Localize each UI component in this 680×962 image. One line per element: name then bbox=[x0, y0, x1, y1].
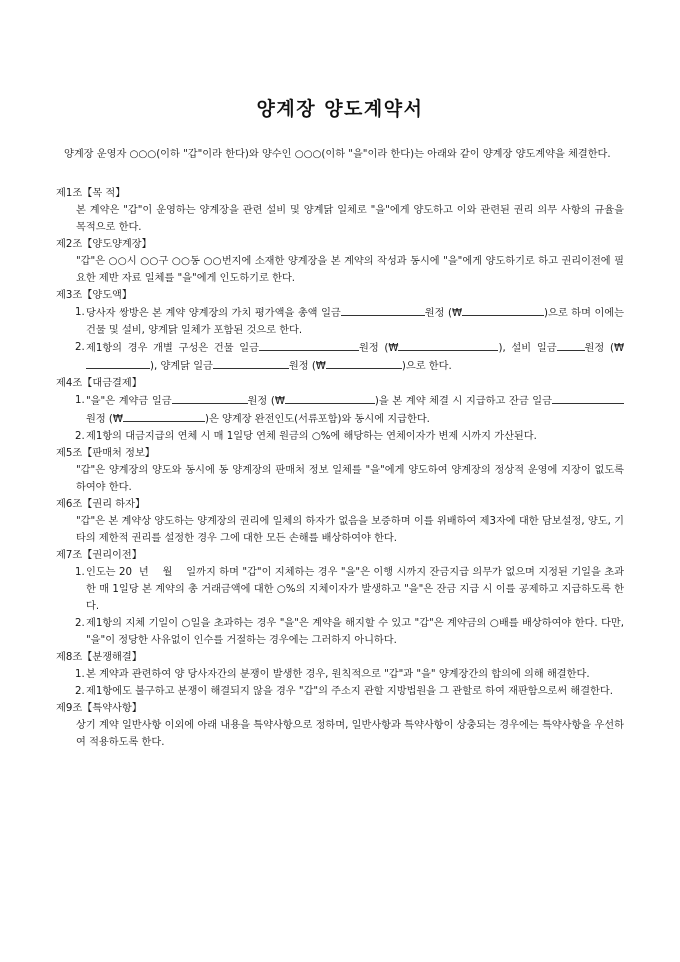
amount-blank bbox=[172, 392, 248, 404]
article-8 bbox=[56, 649, 624, 700]
item-number: 1. bbox=[75, 395, 85, 406]
amount-blank bbox=[86, 357, 150, 369]
article-7 bbox=[56, 547, 624, 649]
item-number: 1. bbox=[75, 567, 85, 578]
article-text: "갑"은 ○○시 ○○구 ○○동 ○○번지에 소재한 양계장을 본 계약의 작성과 동시에 "을"에게 양도하기로 하고 권리이전에 필요한 제반 자료 일체를 "을"에게 인도하기로 한다. bbox=[76, 256, 624, 284]
amount-blank bbox=[552, 392, 624, 404]
item-number: 1. bbox=[75, 307, 85, 318]
item-number: 2. bbox=[75, 431, 85, 442]
article-6 bbox=[56, 496, 624, 547]
article-1 bbox=[56, 185, 624, 236]
article-text: "갑"은 본 계약상 양도하는 양계장의 권리에 일체의 하자가 없음을 보증하며 이를 위배하여 제3자에 대한 담보설정, 양도, 기타의 제한적 권리를 설정한 경우 그에 대한 모든 손해를 배상하여야 한다. bbox=[76, 516, 624, 544]
article-heading: 제6조【권리 하자】 bbox=[56, 499, 146, 510]
article-heading: 제3조【양도액】 bbox=[56, 290, 133, 301]
item-text: )으로 한다. bbox=[401, 361, 452, 372]
article-text: "갑"은 양계장의 양도와 동시에 동 양계장의 판매처 정보 일체를 "을"에게 양도하여 양계장의 정상적 운영에 지장이 없도록 하여야 한다. bbox=[76, 465, 624, 493]
article-heading: 제9조【특약사항】 bbox=[56, 703, 142, 714]
article-heading: 제1조【목 적】 bbox=[56, 188, 126, 199]
item-text: )은 양계장 완전인도(서류포함)와 동시에 지급한다. bbox=[204, 414, 430, 425]
article-2 bbox=[56, 236, 624, 287]
intro-paragraph: 양계장 운영자 ○○○(이하 "갑"이라 한다)와 양수인 ○○○(이하 "을"이라 한다)는 아래와 같이 양계장 양도계약을 체결한다. bbox=[64, 149, 611, 160]
article-text: 본 계약은 "갑"이 운영하는 양계장을 관련 설비 및 양계닭 일체로 "을"에게 양도하고 이와 관련된 권리 의무 사항의 규율을 목적으로 한다. bbox=[76, 205, 624, 233]
article-heading: 제5조【판매처 정보】 bbox=[56, 448, 155, 459]
item-text: )으로 하며 이에는 건물 및 설비, 양계닭 일체가 포함된 것으로 한다. bbox=[86, 308, 624, 336]
article-3 bbox=[56, 287, 624, 375]
article-text: 상기 계약 일반사항 이외에 아래 내용을 특약사항으로 정하며, 일반사항과 특약사항이 상충되는 경우에는 특약사항을 우선하여 적용하도록 한다. bbox=[76, 720, 624, 748]
amount-blank bbox=[398, 339, 498, 351]
amount-blank bbox=[341, 304, 425, 316]
item-text: 제1항의 대금지급의 연체 시 매 1일당 연체 원금의 ○%에 해당하는 연체이자가 변제 시까지 가산된다. bbox=[86, 431, 537, 442]
amount-blank bbox=[326, 357, 402, 369]
item-text: ), 양계닭 일금 bbox=[150, 361, 213, 372]
item-text: 당사자 쌍방은 본 계약 양계장의 가치 평가액을 총액 일금 bbox=[86, 308, 341, 319]
item-text: 제1항의 지체 기일이 ○일을 초과하는 경우 "을"은 계약을 해지할 수 있고 "갑"은 계약금의 ○배를 배상하여야 한다. 다만, "을"이 정당한 사유없이 인수를 거절하는 경우에는 그러하지 아니하다. bbox=[86, 618, 624, 646]
document-title: 양계장 양도계약서 bbox=[256, 98, 424, 120]
list-item bbox=[56, 392, 624, 428]
list-item bbox=[56, 666, 624, 683]
item-number: 1. bbox=[75, 669, 85, 680]
amount-blank bbox=[462, 304, 544, 316]
item-text: 인도는 20 년 월 일까지 하며 "갑"이 지체하는 경우 "을"은 이행 시까지 잔금지급 의무가 없으며 지정된 기일을 초과한 매 1일당 본 계약의 총 거래금액에 대한 ○%의 지체이자가 발생하고 "을"은 잔금 지급 시 이를 공제하고 지급하도록 한다. bbox=[86, 567, 624, 612]
list-item bbox=[56, 615, 624, 649]
item-text: "을"은 계약금 일금 bbox=[86, 396, 172, 407]
article-heading: 제8조【분쟁해결】 bbox=[56, 652, 142, 663]
amount-blank bbox=[259, 339, 359, 351]
list-item bbox=[56, 304, 624, 339]
item-text: 원정 (₩ bbox=[584, 343, 625, 354]
item-text: 본 계약과 관련하여 양 당사자간의 분쟁이 발생한 경우, 원칙적으로 "갑"과 "을" 양계장간의 합의에 의해 해결한다. bbox=[86, 669, 590, 680]
amount-blank bbox=[123, 410, 205, 422]
item-text: )을 본 계약 체결 시 지급하고 잔금 일금 bbox=[374, 396, 552, 407]
item-number: 2. bbox=[75, 342, 85, 353]
article-heading: 제2조【양도양계장】 bbox=[56, 239, 152, 250]
amount-blank bbox=[285, 392, 375, 404]
article-5 bbox=[56, 445, 624, 496]
amount-blank bbox=[213, 357, 289, 369]
item-text: 원정 (₩ bbox=[247, 396, 285, 407]
item-text: ), 설비 일금 bbox=[498, 343, 557, 354]
list-item bbox=[56, 564, 624, 615]
amount-blank bbox=[557, 339, 585, 351]
item-text: 원정 (₩ bbox=[358, 343, 399, 354]
contract-page bbox=[56, 0, 624, 751]
item-number: 2. bbox=[75, 618, 85, 629]
item-text: 원정 (₩ bbox=[86, 414, 123, 425]
list-item bbox=[56, 339, 624, 375]
article-9 bbox=[56, 700, 624, 751]
item-text: 원정 (₩ bbox=[424, 308, 463, 319]
item-text: 제1항의 경우 개별 구성은 건물 일금 bbox=[86, 343, 259, 354]
list-item bbox=[56, 683, 624, 700]
article-heading: 제4조【대금결제】 bbox=[56, 378, 142, 389]
list-item bbox=[56, 428, 624, 445]
item-text: 원정 (₩ bbox=[288, 361, 326, 372]
article-heading: 제7조【권리이전】 bbox=[56, 550, 142, 561]
item-number: 2. bbox=[75, 686, 85, 697]
item-text: 제1항에도 불구하고 분쟁이 해결되지 않을 경우 "갑"의 주소지 관할 지방법원을 그 관할로 하여 재판함으로써 해결한다. bbox=[86, 686, 613, 697]
article-4 bbox=[56, 375, 624, 445]
